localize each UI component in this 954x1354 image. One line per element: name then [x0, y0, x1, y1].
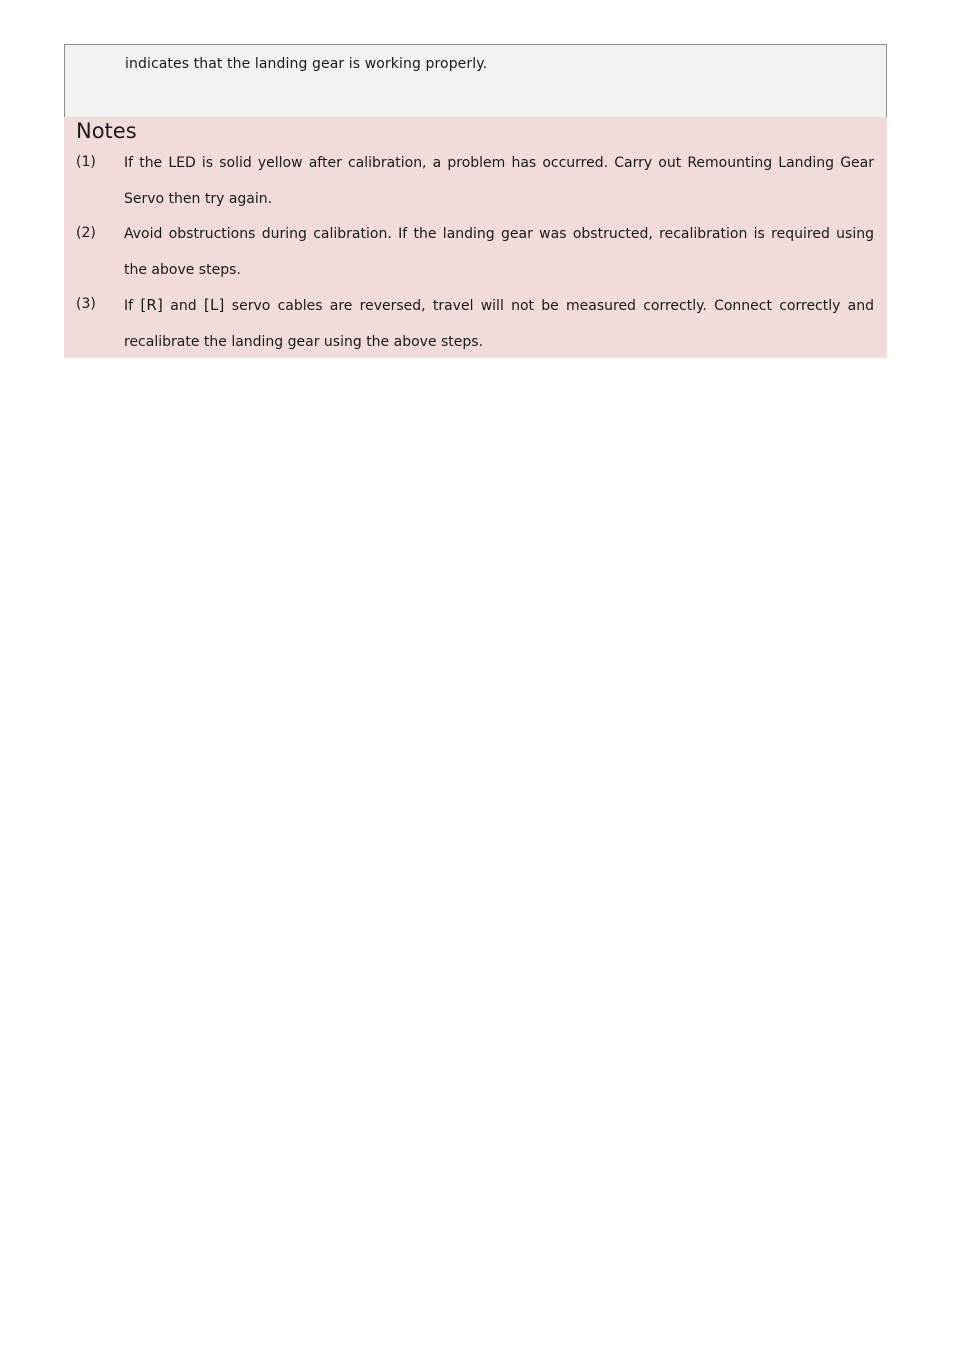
notes-box — [64, 117, 887, 358]
note-number: (1) — [76, 154, 96, 170]
note-text: Avoid obstructions during calibration. If the landing gear was obstructed, recalibration is required using the above steps. — [124, 226, 874, 278]
notes-title: Notes — [76, 119, 137, 143]
previous-step-text: indicates that the landing gear is working properly. — [125, 56, 488, 72]
right-servo-label: [R] — [140, 296, 164, 314]
left-servo-label: [L] — [203, 296, 225, 314]
note-text — [124, 287, 874, 360]
note-text-end: servo cables are reversed, travel will not be measured correctly. Connect correctly and recalibrate the landing gear using the above steps. — [124, 298, 874, 350]
note-number: (2) — [76, 225, 96, 241]
previous-step-box — [64, 44, 887, 117]
note-text: If the LED is solid yellow after calibration, a problem has occurred. Carry out Remounting Landing Gear Servo then try again. — [124, 155, 874, 207]
note-number: (3) — [76, 296, 96, 312]
note-text-start: If — [124, 298, 141, 314]
note-text-and: and — [163, 298, 204, 314]
